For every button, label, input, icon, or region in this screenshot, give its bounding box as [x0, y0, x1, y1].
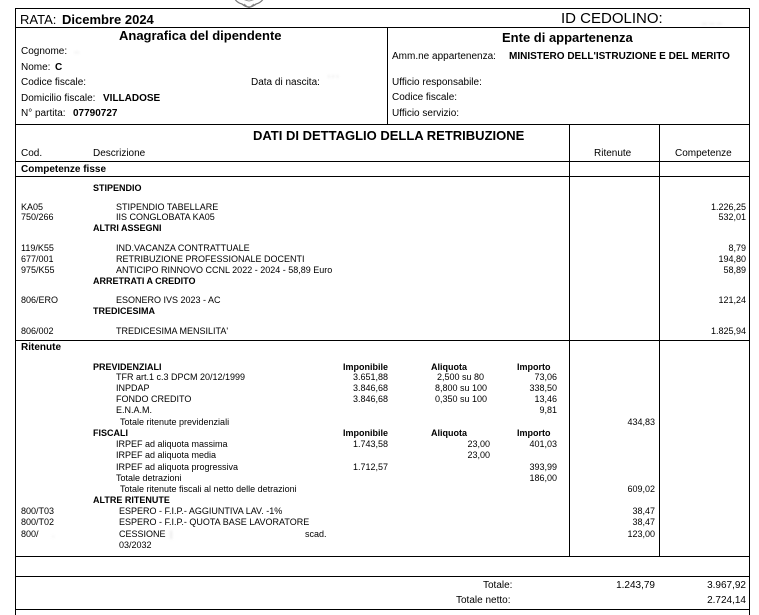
altre-row-importo: 38,47 — [632, 517, 655, 527]
stipendio-title: STIPENDIO — [93, 183, 142, 193]
prev-col-aliquota: Aliquota — [431, 362, 467, 372]
col-competenze: Competenze — [675, 148, 732, 159]
row-cod: 975/K55 — [21, 265, 55, 275]
prev-row-imponibile: 3.651,88 — [352, 372, 388, 382]
fisc-totale-value: 609,02 — [627, 484, 655, 494]
fisc-totale-label: Totale ritenute fiscali al netto delle detrazioni — [120, 484, 297, 494]
rata-label: RATA: — [20, 12, 57, 27]
ente-title: Ente di appartenenza — [502, 30, 633, 45]
competenze-fisse-line — [15, 176, 750, 177]
prev-row-desc: TFR art.1 c.3 DPCM 20/12/1999 — [116, 372, 246, 382]
previdenziali-title: PREVIDENZIALI — [93, 362, 162, 372]
cessione-redacted: | — [170, 529, 173, 539]
prev-row-aliquota: 0,350 su 100 — [435, 394, 488, 404]
prev-row-desc: INPDAP — [116, 383, 150, 393]
anagrafica-divider — [387, 27, 388, 124]
altre-row-cod-redacted: . — [52, 529, 55, 539]
prev-row-importo: 73,06 — [534, 372, 557, 382]
frame-right — [749, 8, 750, 615]
prev-row-desc: FONDO CREDITO — [116, 394, 192, 404]
row-competenze: 194,80 — [718, 254, 746, 264]
arretrati-title: ARRETRATI A CREDITO — [93, 276, 196, 286]
col-cod: Cod. — [21, 148, 43, 159]
row-desc: ANTICIPO RINNOVO CCNL 2022 - 2024 - 58,89 Euro — [116, 265, 333, 275]
fisc-row-desc: IRPEF ad aliquota massima — [116, 439, 228, 449]
fisc-row-aliquota: 23,00 — [467, 450, 490, 460]
competenze-fisse-title: Competenze fisse — [21, 164, 107, 175]
row-cod: 806/ERO — [21, 295, 59, 305]
altre-row-scad: scad. — [305, 529, 327, 539]
altre-row-desc: CESSIONE — [119, 529, 166, 539]
fisc-col-importo: Importo — [517, 428, 551, 438]
row-desc: TREDICESIMA MENSILITA' — [116, 326, 229, 336]
frame-left — [15, 8, 16, 615]
totale-ritenute: 1.243,79 — [616, 580, 655, 591]
altre-ritenute-title: ALTRE RITENUTE — [93, 495, 170, 505]
cognome-label: Cognome: — [21, 46, 68, 57]
altre-row-importo: 38,47 — [632, 506, 655, 516]
id-cedolino-value-redacted: _ _ _ — [702, 14, 723, 24]
domicilio-label: Domicilio fiscale: — [21, 93, 96, 104]
row-desc: STIPENDIO TABELLARE — [116, 202, 219, 212]
rata-value: Dicembre 2024 — [62, 12, 154, 27]
altre-row-cod: 800/ — [21, 529, 39, 539]
nome-value: C — [55, 62, 63, 73]
prev-row-importo: 13,46 — [534, 394, 557, 404]
ufficio-servizio-label: Ufficio servizio: — [392, 108, 460, 119]
nome-label: Nome: — [21, 62, 51, 73]
prev-col-imponibile: Imponibile — [343, 362, 388, 372]
fisc-row-imponibile: 1.743,58 — [352, 439, 388, 449]
fisc-col-aliquota: Aliquota — [431, 428, 467, 438]
row-competenze: 58,89 — [723, 265, 746, 275]
row-competenze: 121,24 — [718, 295, 746, 305]
altre-row-cod: 800/T02 — [21, 517, 55, 527]
dettaglio-header-line — [15, 161, 750, 162]
row-cod: 677/001 — [21, 254, 54, 264]
altre-row-desc: ESPERO - F.I.P.- QUOTA BASE LAVORATORE — [119, 517, 310, 527]
altre-row-date: 03/2032 — [119, 540, 152, 550]
amm-value: MINISTERO DELL'ISTRUZIONE E DEL MERITO — [509, 51, 730, 62]
partita-value: 07790727 — [73, 108, 118, 119]
ritenute-section-line — [15, 340, 750, 341]
altri-assegni-title: ALTRI ASSEGNI — [93, 223, 162, 233]
frame-top — [15, 8, 750, 9]
prev-totale-value: 434,83 — [627, 417, 655, 427]
domicilio-value: VILLADOSE — [103, 93, 161, 104]
row-desc: RETRIBUZIONE PROFESSIONALE DOCENTI — [116, 254, 305, 264]
fisc-row-aliquota: 23,00 — [467, 439, 490, 449]
fisc-detrazioni-label: Totale detrazioni — [116, 473, 182, 483]
fisc-detrazioni-value: 186,00 — [529, 473, 557, 483]
fiscali-title: FISCALI — [93, 428, 128, 438]
amm-label: Amm.ne appartenenza: — [392, 51, 496, 62]
row-competenze: 1.825,94 — [710, 326, 746, 336]
altre-row-importo: 123,00 — [627, 529, 655, 539]
fisc-col-imponibile: Imponibile — [343, 428, 388, 438]
row-cod: 806/002 — [21, 326, 54, 336]
altre-row-desc: ESPERO - F.I.P.- AGGIUNTIVA LAV. -1% — [119, 506, 283, 516]
row-cod: 750/266 — [21, 212, 54, 222]
cognome-value: .. — [74, 45, 80, 56]
row-competenze: 1.226,25 — [710, 202, 746, 212]
prev-row-importo: 338,50 — [529, 383, 557, 393]
row-competenze: 8,79 — [728, 243, 746, 253]
fisc-row-desc: IRPEF ad aliquota media — [116, 450, 217, 460]
codice-fiscale-label: Codice fiscale: — [21, 77, 87, 88]
prev-totale-label: Totale ritenute previdenziali — [120, 417, 230, 427]
prev-row-aliquota: 8,800 su 100 — [435, 383, 488, 393]
row-cod: KA05 — [21, 202, 44, 212]
fisc-row-importo: 393,99 — [529, 462, 557, 472]
totali-top-line — [15, 556, 750, 557]
altre-row-cod: 800/T03 — [21, 506, 55, 516]
col-ritenute: Ritenute — [594, 148, 632, 159]
totale-netto-value: 2.724,14 — [707, 595, 746, 606]
ente-codice-fiscale-label: Codice fiscale: — [392, 92, 458, 103]
prev-row-importo: 9,81 — [539, 405, 557, 415]
prev-row-aliquota: 2,500 su 80 — [437, 372, 485, 382]
totali-line — [15, 576, 750, 577]
row-desc: IND.VACANZA CONTRATTUALE — [116, 243, 250, 253]
data-nascita-label: Data di nascita: — [251, 77, 320, 88]
tredicesima-title: TREDICESIMA — [93, 306, 156, 316]
totale-label: Totale: — [483, 580, 513, 591]
row-desc: IIS CONGLOBATA KA05 — [116, 212, 215, 222]
row-desc: ESONERO IVS 2023 - AC — [116, 295, 221, 305]
anagrafica-title: Anagrafica del dipendente — [119, 28, 282, 43]
row-cod: 119/K55 — [21, 243, 54, 253]
fisc-row-importo: 401,03 — [529, 439, 557, 449]
id-cedolino-label: ID CEDOLINO: — [561, 10, 663, 27]
ritenute-title: Ritenute — [21, 342, 61, 353]
ufficio-resp-label: Ufficio responsabile: — [392, 77, 482, 88]
row-competenze: 532,01 — [718, 212, 746, 222]
prev-col-importo: Importo — [517, 362, 551, 372]
data-nascita-redacted: ' ' ' — [328, 74, 339, 84]
col-descrizione: Descrizione — [93, 148, 146, 159]
prev-row-imponibile: 3.846,68 — [352, 383, 388, 393]
emblem-icon — [228, 0, 270, 12]
totali-bottom-line — [15, 609, 750, 610]
dettaglio-title: DATI DI DETTAGLIO DELLA RETRIBUZIONE — [253, 128, 525, 143]
fisc-row-desc: IRPEF ad aliquota progressiva — [116, 462, 239, 472]
totale-competenze: 3.967,92 — [707, 580, 746, 591]
prev-row-desc: E.N.A.M. — [116, 405, 153, 415]
partita-label: N° partita: — [21, 108, 66, 119]
anagrafica-bottom-line — [15, 124, 750, 125]
fisc-row-imponibile: 1.712,57 — [352, 462, 388, 472]
prev-row-imponibile: 3.846,68 — [352, 394, 388, 404]
totale-netto-label: Totale netto: — [456, 595, 511, 606]
